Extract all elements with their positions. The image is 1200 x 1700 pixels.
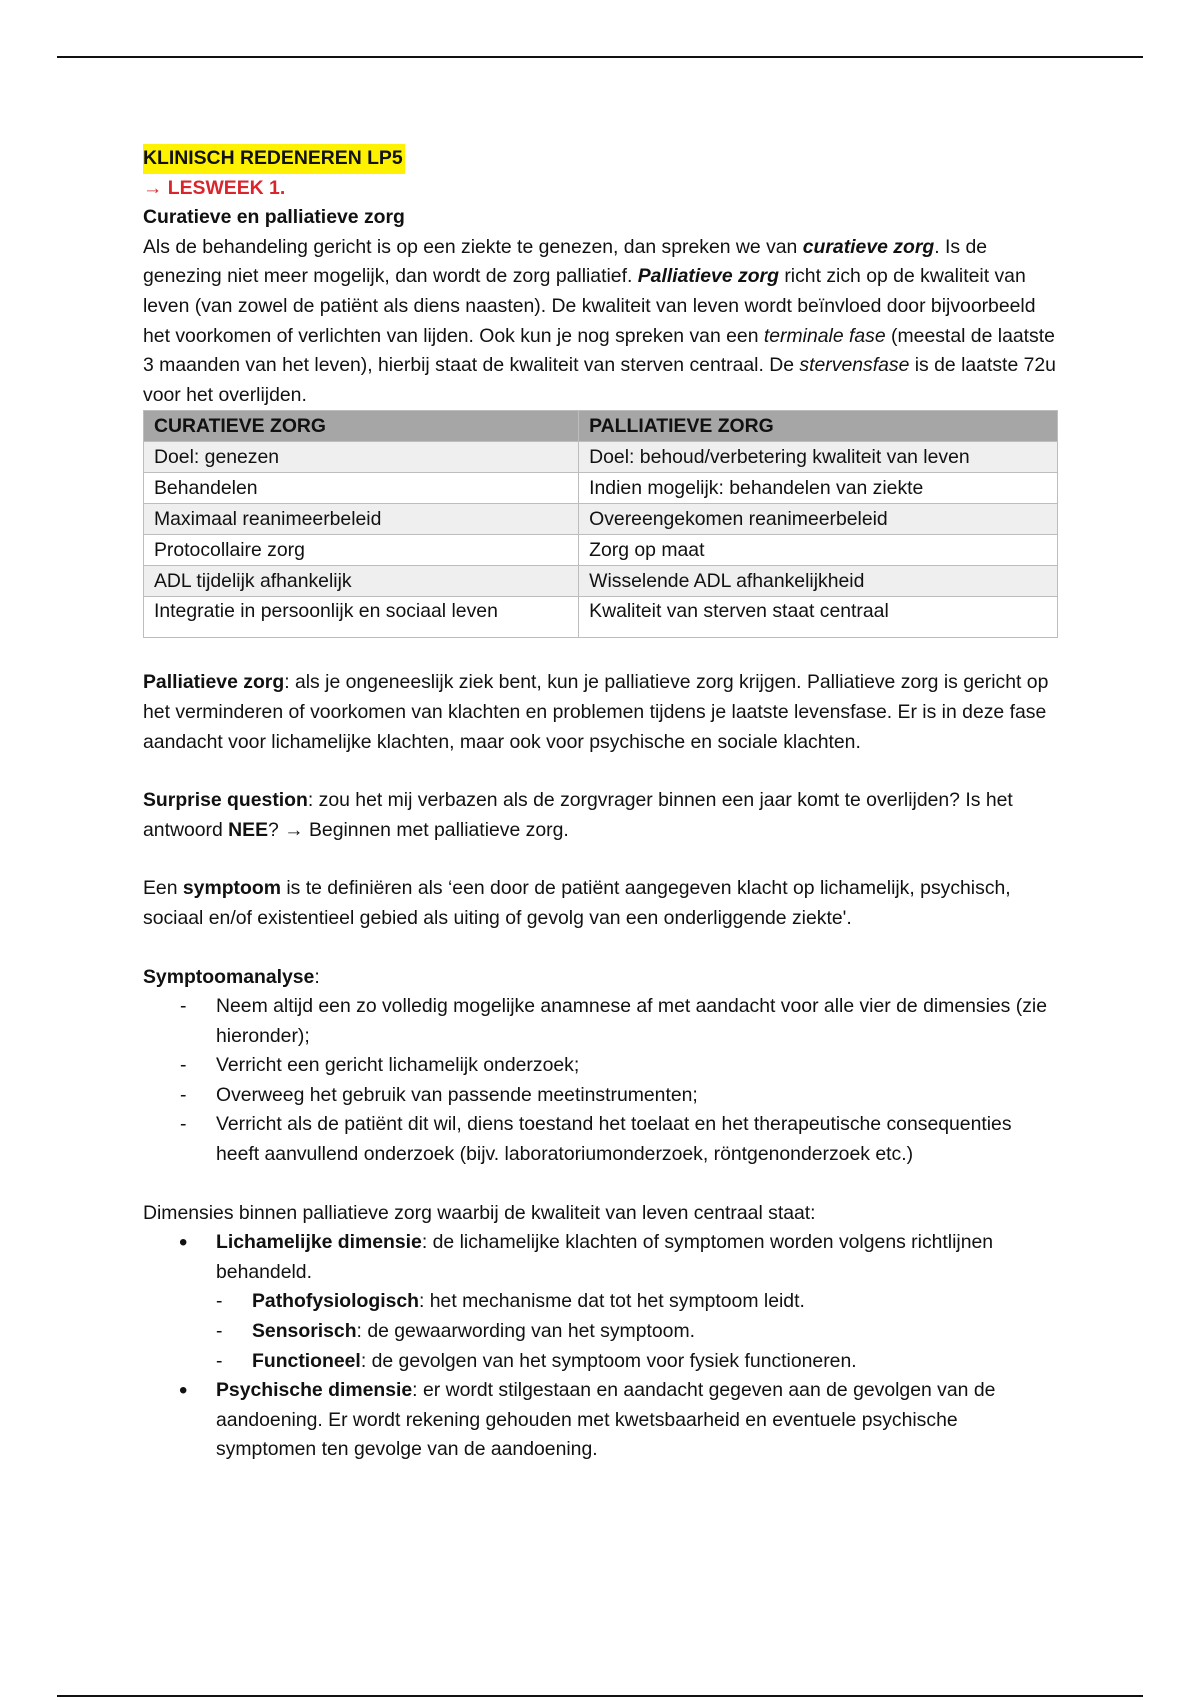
list-item: - Sensorisch: de gewaarwording van het symptoom.	[216, 1317, 1058, 1347]
table-cell: Integratie in persoonlijk en sociaal leven	[144, 597, 579, 638]
table-header: PALLIATIEVE ZORG	[579, 411, 1058, 442]
symptom-definition-paragraph: Een symptoom is te definiëren als ‘een door de patiënt aangegeven klacht op lichamelijk, psychisch, sociaal en/of existentieel gebied als uiting of gevolg van een onderliggende ziekte'.	[143, 877, 1011, 929]
table-cell: Maximaal reanimeerbeleid	[144, 504, 579, 535]
table-cell: Protocollaire zorg	[144, 535, 579, 566]
table-cell: Indien mogelijk: behandelen van ziekte	[579, 473, 1058, 504]
table-row	[144, 566, 1058, 597]
table-cell: Kwaliteit van sterven staat centraal	[579, 597, 1058, 638]
list-item: - Overweeg het gebruik van passende meetinstrumenten;	[143, 1081, 1058, 1111]
list-item: - Verricht als de patiënt dit wil, diens toestand het toelaat en het therapeutische consequenties heeft aanvullend onderzoek (bijv. laboratoriumonderzoek, röntgenonderzoek etc.)	[143, 1110, 1058, 1169]
analysis-heading: Symptoomanalyse:	[143, 965, 320, 988]
table-cell: Behandelen	[144, 473, 579, 504]
table-header: CURATIEVE ZORG	[144, 411, 579, 442]
table-cell: Wisselende ADL afhankelijkheid	[579, 566, 1058, 597]
dimensions-list	[143, 1228, 1058, 1465]
list-item: - Neem altijd een zo volledig mogelijke anamnese af met aandacht voor alle vier de dimensies (zie hieronder);	[143, 992, 1058, 1051]
table-row	[144, 597, 1058, 638]
analysis-list	[143, 992, 1058, 1170]
bottom-rule	[57, 1695, 1143, 1697]
table-cell: Overeengekomen reanimeerbeleid	[579, 504, 1058, 535]
table-header-row	[144, 411, 1058, 442]
document-page	[143, 144, 1058, 1465]
table-cell: Doel: genezen	[144, 442, 579, 473]
table-row	[144, 442, 1058, 473]
section-heading: Curatieve en palliatieve zorg	[143, 206, 405, 229]
list-item-physical: • Lichamelijke dimensie: de lichamelijke klachten of symptomen worden volgens richtlijnen behandeld. - Pathofysiologisch: het mechanisme dat tot het symptoom leidt. - Sensorisch: de gewaarwording van het symptoom. - Functioneel: de gevolgen van het symptoom voor fysiek functioneren.	[143, 1228, 1058, 1376]
intro-paragraph: Als de behandeling gericht is op een ziekte te genezen, dan spreken we van curatieve zorg. Is de genezing niet meer mogelijk, dan wordt de zorg palliatief. Palliatieve zorg richt zich op de kwaliteit van leven (van zowel de patiënt als diens naasten). De kwaliteit van leven wordt beïnvloed door bijvoorbeeld het voorkomen of verlichten van lijden. Ook kun je nog spreken van een terminale fase (meestal de laatste 3 maanden van het leven), hierbij staat de kwaliteit van sterven centraal. De stervensfase is de laatste 72u voor het overlijden.	[143, 235, 1056, 406]
table-cell: Zorg op maat	[579, 535, 1058, 566]
physical-sublist	[216, 1287, 1058, 1376]
table-cell: ADL tijdelijk afhankelijk	[144, 566, 579, 597]
surprise-question-paragraph: Surprise question: zou het mij verbazen als de zorgvrager binnen een jaar komt te overlijden? Is het antwoord NEE? → Beginnen met palliatieve zorg.	[143, 789, 1013, 841]
week-label: → LESWEEK 1.	[143, 176, 286, 199]
table-cell: Doel: behoud/verbetering kwaliteit van leven	[579, 442, 1058, 473]
dimensions-intro: Dimensies binnen palliatieve zorg waarbij de kwaliteit van leven centraal staat:	[143, 1201, 816, 1224]
list-item: - Pathofysiologisch: het mechanisme dat tot het symptoom leidt.	[216, 1287, 1058, 1317]
table-row	[144, 504, 1058, 535]
table-row	[144, 535, 1058, 566]
top-rule	[57, 56, 1143, 58]
comparison-table	[143, 410, 1058, 638]
palliative-paragraph: Palliatieve zorg: als je ongeneeslijk ziek bent, kun je palliatieve zorg krijgen. Palliatieve zorg is gericht op het verminderen of voorkomen van klachten en problemen tijdens je laatste levensfase. Er is in deze fase aandacht voor lichamelijke klachten, maar ook voor psychische en sociale klachten.	[143, 671, 1049, 753]
list-item: - Functioneel: de gevolgen van het symptoom voor fysiek functioneren.	[216, 1347, 1058, 1377]
table-row	[144, 473, 1058, 504]
list-item: - Verricht een gericht lichamelijk onderzoek;	[143, 1051, 1058, 1081]
list-item-psychological: • Psychische dimensie: er wordt stilgestaan en aandacht gegeven aan de gevolgen van de aandoening. Er wordt rekening gehouden met kwetsbaarheid en eventuele psychische symptomen ten gevolge van de aandoening.	[143, 1376, 1058, 1465]
document-title: KLINISCH REDENEREN LP5	[143, 144, 405, 174]
arrow-icon: →	[143, 176, 163, 199]
